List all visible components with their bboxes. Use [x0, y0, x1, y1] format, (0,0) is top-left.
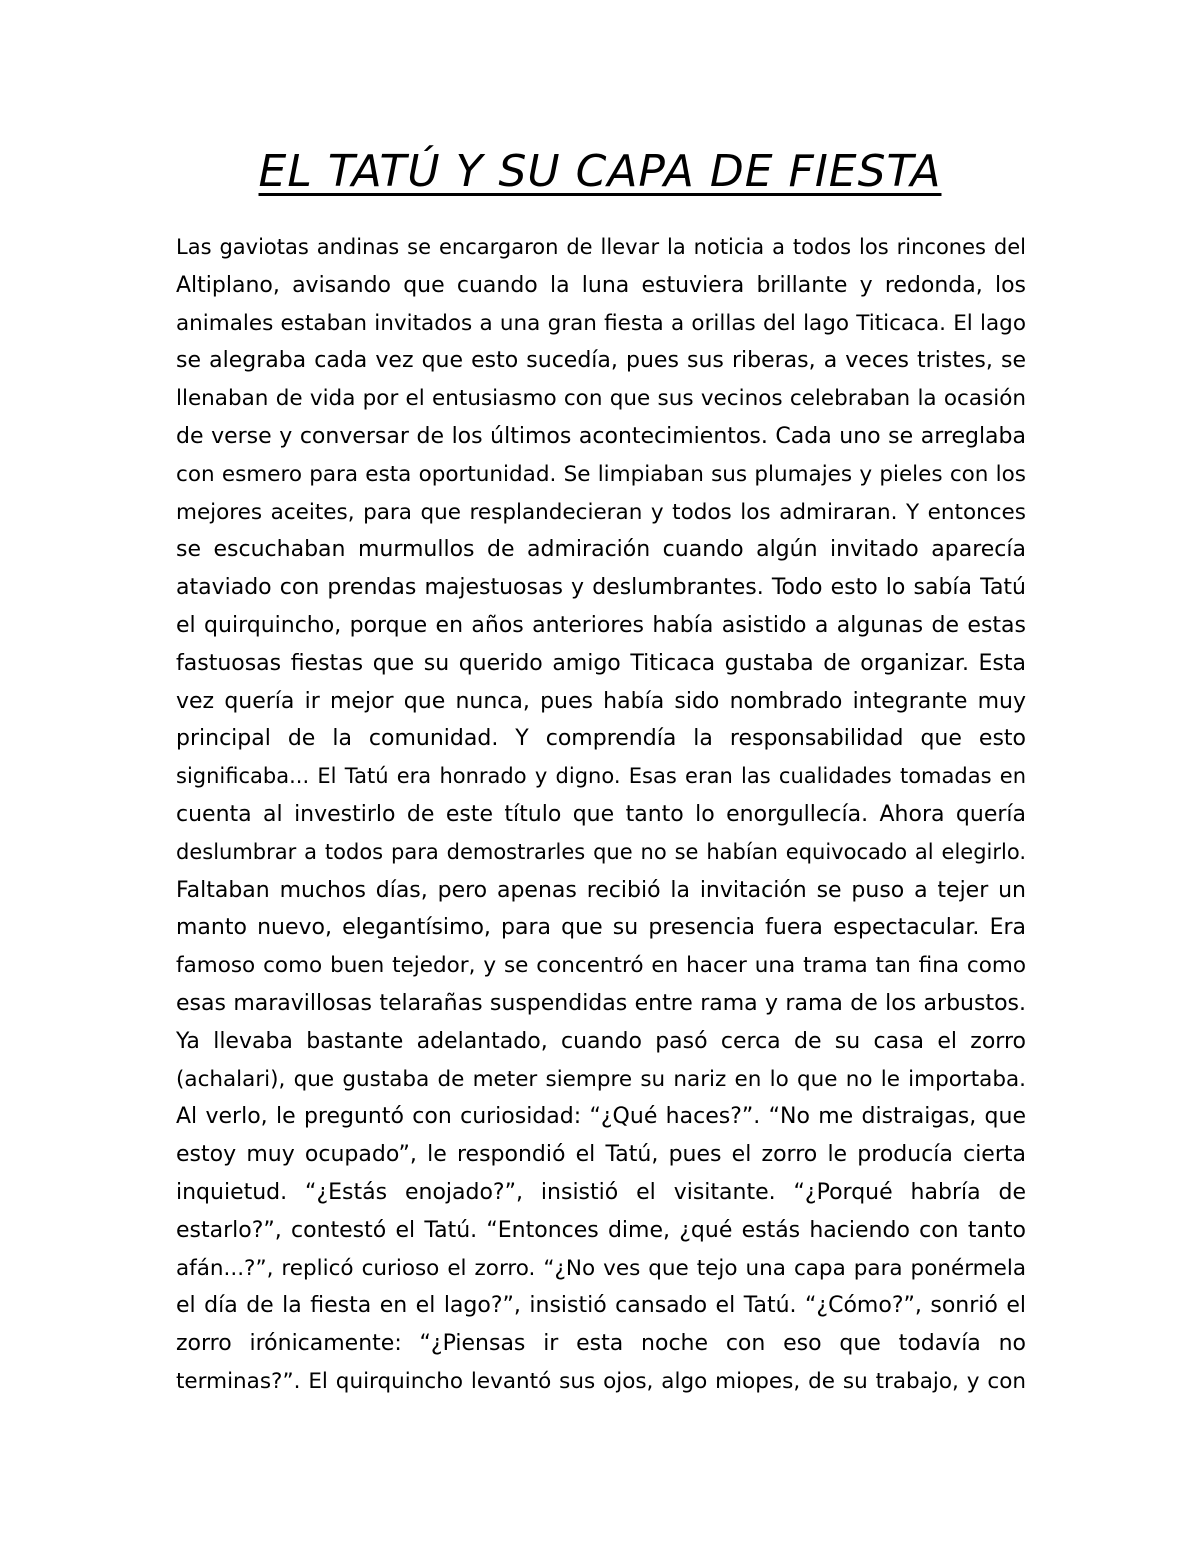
text-line: significaba... El Tatú era honrado y digno. Esas eran las cualidades tomadas en [176, 764, 1026, 789]
text-line: estoy muy ocupado”, le respondió el Tatú, pues el zorro le producía cierta [176, 1142, 1026, 1168]
page-title: EL TATÚ Y SU CAPA DE FIESTA [258, 146, 942, 197]
text-line: animales estaban invitados a una gran fiesta a orillas del lago Titicaca. El lago [176, 310, 1026, 336]
text-line: cuenta al investirlo de este título que tanto lo enorgullecía. Ahora quería [176, 801, 1026, 827]
text-line: Altiplano, avisando que cuando la luna estuviera brillante y redonda, los [176, 272, 1026, 298]
text-line: afán...?”, replicó curioso el zorro. “¿No ves que tejo una capa para ponérmela [176, 1255, 1026, 1281]
text-line: esas maravillosas telarañas suspendidas entre rama y rama de los arbustos. [176, 990, 1026, 1016]
text-line: estarlo?”, contestó el Tatú. “Entonces dime, ¿qué estás haciendo con tanto [176, 1217, 1026, 1243]
text-line: Faltaban muchos días, pero apenas recibió la invitación se puso a tejer un [176, 877, 1026, 903]
text-line: deslumbrar a todos para demostrarles que no se habían equivocado al elegirlo. [176, 839, 1026, 864]
text-line: principal de la comunidad. Y comprendía la responsabilidad que esto [176, 726, 1026, 752]
text-line: Ya llevaba bastante adelantado, cuando pasó cerca de su casa el zorro [176, 1028, 1026, 1054]
text-line: vez quería ir mejor que nunca, pues había sido nombrado integrante muy [176, 688, 1026, 714]
text-line: de verse y conversar de los últimos acontecimientos. Cada uno se arreglaba [176, 423, 1026, 449]
text-line: manto nuevo, elegantísimo, para que su presencia fuera espectacular. Era [176, 915, 1026, 941]
text-line: mejores aceites, para que resplandecieran y todos los admiraran. Y entonces [176, 499, 1026, 525]
text-line: zorro irónicamente: “¿Piensas ir esta noche con eso que todavía no [176, 1331, 1026, 1357]
text-line: terminas?”. El quirquincho levantó sus ojos, algo miopes, de su trabajo, y con [176, 1368, 1026, 1394]
text-line: Las gaviotas andinas se encargaron de llevar la noticia a todos los rincones del [176, 235, 1026, 259]
text-line: se alegraba cada vez que esto sucedía, pues sus riberas, a veces tristes, se [176, 348, 1026, 374]
text-line: fastuosas fiestas que su querido amigo Titicaca gustaba de organizar. Esta [176, 650, 1026, 676]
text-line: inquietud. “¿Estás enojado?”, insistió el visitante. “¿Porqué habría de [176, 1179, 1026, 1205]
text-line: se escuchaban murmullos de admiración cuando algún invitado aparecía [176, 537, 1026, 563]
text-line: el día de la fiesta en el lago?”, insistió cansado el Tatú. “¿Cómo?”, sonrió el [176, 1293, 1026, 1319]
text-line: (achalari), que gustaba de meter siempre su nariz en lo que no le importaba. [176, 1066, 1026, 1092]
text-line: con esmero para esta oportunidad. Se limpiaban sus plumajes y pieles con los [176, 461, 1026, 487]
text-line: el quirquincho, porque en años anteriores había asistido a algunas de estas [176, 612, 1026, 638]
story-text [176, 229, 1026, 1401]
text-line: famoso como buen tejedor, y se concentró en hacer una trama tan fina como [176, 953, 1026, 979]
text-line: ataviado con prendas majestuosas y deslumbrantes. Todo esto lo sabía Tatú [176, 575, 1026, 601]
text-line: llenaban de vida por el entusiasmo con que sus vecinos celebraban la ocasión [176, 386, 1026, 412]
text-line: Al verlo, le preguntó con curiosidad: “¿Qué haces?”. “No me distraigas, que [176, 1104, 1026, 1130]
